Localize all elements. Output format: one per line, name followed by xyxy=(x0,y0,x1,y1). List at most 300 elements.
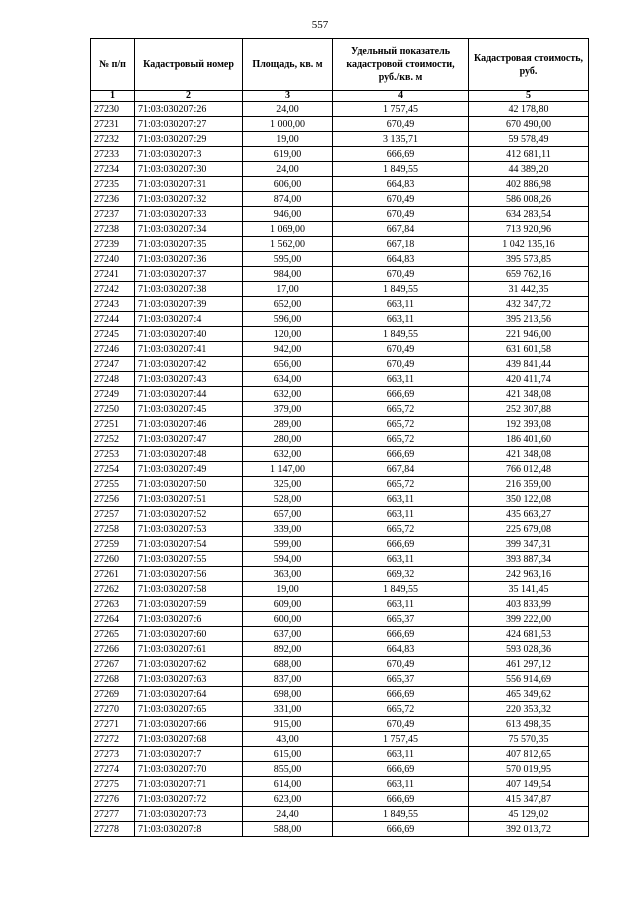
cadastral-cost-cell: 613 498,35 xyxy=(469,717,589,732)
area-cell: 837,00 xyxy=(243,672,333,687)
table-row xyxy=(91,327,589,342)
row-index-cell: 27241 xyxy=(91,267,135,282)
cadastral-cost-cell: 395 573,85 xyxy=(469,252,589,267)
row-index-cell: 27276 xyxy=(91,792,135,807)
cadastral-cost-cell: 412 681,11 xyxy=(469,147,589,162)
header-cadastral-number: Кадастровый номер xyxy=(135,39,243,91)
unit-cost-cell: 663,11 xyxy=(333,552,469,567)
table-row xyxy=(91,687,589,702)
unit-cost-cell: 670,49 xyxy=(333,267,469,282)
cadastre-table xyxy=(90,38,589,837)
cadastral-number-cell: 71:03:030207:32 xyxy=(135,192,243,207)
cadastral-number-cell: 71:03:030207:41 xyxy=(135,342,243,357)
unit-cost-cell: 670,49 xyxy=(333,657,469,672)
unit-cost-cell: 665,37 xyxy=(333,672,469,687)
cadastral-number-cell: 71:03:030207:55 xyxy=(135,552,243,567)
cadastral-cost-cell: 424 681,53 xyxy=(469,627,589,642)
row-index-cell: 27237 xyxy=(91,207,135,222)
unit-cost-cell: 1 849,55 xyxy=(333,282,469,297)
unit-cost-cell: 1 757,45 xyxy=(333,102,469,117)
cadastral-number-cell: 71:03:030207:45 xyxy=(135,402,243,417)
table-row xyxy=(91,177,589,192)
unit-cost-cell: 664,83 xyxy=(333,252,469,267)
cadastral-cost-cell: 593 028,36 xyxy=(469,642,589,657)
cadastral-number-cell: 71:03:030207:27 xyxy=(135,117,243,132)
unit-cost-cell: 3 135,71 xyxy=(333,132,469,147)
area-cell: 24,00 xyxy=(243,162,333,177)
row-index-cell: 27261 xyxy=(91,567,135,582)
cadastral-number-cell: 71:03:030207:59 xyxy=(135,597,243,612)
row-index-cell: 27230 xyxy=(91,102,135,117)
table-row xyxy=(91,597,589,612)
table-row xyxy=(91,372,589,387)
area-cell: 24,40 xyxy=(243,807,333,822)
cadastral-cost-cell: 35 141,45 xyxy=(469,582,589,597)
cadastral-number-cell: 71:03:030207:42 xyxy=(135,357,243,372)
area-cell: 623,00 xyxy=(243,792,333,807)
cadastral-number-cell: 71:03:030207:26 xyxy=(135,102,243,117)
unit-cost-cell: 667,18 xyxy=(333,237,469,252)
unit-cost-cell: 667,84 xyxy=(333,462,469,477)
table-row xyxy=(91,567,589,582)
cadastral-cost-cell: 439 841,44 xyxy=(469,357,589,372)
row-index-cell: 27278 xyxy=(91,822,135,837)
area-cell: 43,00 xyxy=(243,732,333,747)
unit-cost-cell: 665,72 xyxy=(333,702,469,717)
cadastral-cost-cell: 634 283,54 xyxy=(469,207,589,222)
row-index-cell: 27266 xyxy=(91,642,135,657)
area-cell: 17,00 xyxy=(243,282,333,297)
table-row xyxy=(91,777,589,792)
cadastral-number-cell: 71:03:030207:7 xyxy=(135,747,243,762)
table-body xyxy=(91,102,589,837)
cadastral-number-cell: 71:03:030207:56 xyxy=(135,567,243,582)
area-cell: 606,00 xyxy=(243,177,333,192)
table-row xyxy=(91,432,589,447)
cadastral-cost-cell: 421 348,08 xyxy=(469,447,589,462)
table-row xyxy=(91,522,589,537)
cadastral-number-cell: 71:03:030207:64 xyxy=(135,687,243,702)
row-index-cell: 27248 xyxy=(91,372,135,387)
row-index-cell: 27269 xyxy=(91,687,135,702)
area-cell: 637,00 xyxy=(243,627,333,642)
unit-cost-cell: 666,69 xyxy=(333,687,469,702)
row-index-cell: 27236 xyxy=(91,192,135,207)
area-cell: 1 000,00 xyxy=(243,117,333,132)
table-row xyxy=(91,582,589,597)
area-cell: 19,00 xyxy=(243,132,333,147)
table-row xyxy=(91,237,589,252)
unit-cost-cell: 1 849,55 xyxy=(333,327,469,342)
page-number: 557 xyxy=(311,19,329,31)
column-number: 4 xyxy=(333,91,469,102)
cadastral-number-cell: 71:03:030207:44 xyxy=(135,387,243,402)
unit-cost-cell: 670,49 xyxy=(333,207,469,222)
row-index-cell: 27274 xyxy=(91,762,135,777)
unit-cost-cell: 665,37 xyxy=(333,612,469,627)
header-index: № п/п xyxy=(91,39,135,91)
area-cell: 915,00 xyxy=(243,717,333,732)
cadastral-cost-cell: 75 570,35 xyxy=(469,732,589,747)
row-index-cell: 27231 xyxy=(91,117,135,132)
area-cell: 632,00 xyxy=(243,387,333,402)
area-cell: 942,00 xyxy=(243,342,333,357)
row-index-cell: 27267 xyxy=(91,657,135,672)
cadastral-cost-cell: 395 213,56 xyxy=(469,312,589,327)
row-index-cell: 27265 xyxy=(91,627,135,642)
area-cell: 120,00 xyxy=(243,327,333,342)
area-cell: 619,00 xyxy=(243,147,333,162)
row-index-cell: 27239 xyxy=(91,237,135,252)
area-cell: 652,00 xyxy=(243,297,333,312)
cadastral-number-cell: 71:03:030207:30 xyxy=(135,162,243,177)
row-index-cell: 27258 xyxy=(91,522,135,537)
row-index-cell: 27244 xyxy=(91,312,135,327)
row-index-cell: 27238 xyxy=(91,222,135,237)
row-index-cell: 27256 xyxy=(91,492,135,507)
cadastral-cost-cell: 220 353,32 xyxy=(469,702,589,717)
unit-cost-cell: 663,11 xyxy=(333,747,469,762)
header-cadastral-cost: Кадастровая стоимость, руб. xyxy=(469,39,589,91)
area-cell: 634,00 xyxy=(243,372,333,387)
area-cell: 984,00 xyxy=(243,267,333,282)
unit-cost-cell: 1 849,55 xyxy=(333,162,469,177)
row-index-cell: 27268 xyxy=(91,672,135,687)
cadastral-number-cell: 71:03:030207:38 xyxy=(135,282,243,297)
cadastral-number-cell: 71:03:030207:31 xyxy=(135,177,243,192)
cadastral-number-cell: 71:03:030207:52 xyxy=(135,507,243,522)
row-index-cell: 27250 xyxy=(91,402,135,417)
row-index-cell: 27264 xyxy=(91,612,135,627)
cadastral-cost-cell: 44 389,20 xyxy=(469,162,589,177)
area-cell: 588,00 xyxy=(243,822,333,837)
cadastral-cost-cell: 631 601,58 xyxy=(469,342,589,357)
column-number: 5 xyxy=(469,91,589,102)
unit-cost-cell: 666,69 xyxy=(333,792,469,807)
table-row xyxy=(91,627,589,642)
area-cell: 19,00 xyxy=(243,582,333,597)
table-row xyxy=(91,807,589,822)
row-index-cell: 27270 xyxy=(91,702,135,717)
table-row xyxy=(91,702,589,717)
table-row xyxy=(91,417,589,432)
area-cell: 325,00 xyxy=(243,477,333,492)
table-row xyxy=(91,297,589,312)
cadastral-number-cell: 71:03:030207:6 xyxy=(135,612,243,627)
unit-cost-cell: 670,49 xyxy=(333,357,469,372)
cadastral-number-cell: 71:03:030207:37 xyxy=(135,267,243,282)
table-row xyxy=(91,132,589,147)
cadastral-cost-cell: 403 833,99 xyxy=(469,597,589,612)
cadastral-cost-cell: 659 762,16 xyxy=(469,267,589,282)
cadastral-number-cell: 71:03:030207:36 xyxy=(135,252,243,267)
cadastral-number-cell: 71:03:030207:62 xyxy=(135,657,243,672)
row-index-cell: 27242 xyxy=(91,282,135,297)
area-cell: 331,00 xyxy=(243,702,333,717)
cadastral-number-cell: 71:03:030207:34 xyxy=(135,222,243,237)
cadastral-cost-cell: 393 887,34 xyxy=(469,552,589,567)
table-row xyxy=(91,822,589,837)
unit-cost-cell: 666,69 xyxy=(333,627,469,642)
row-index-cell: 27253 xyxy=(91,447,135,462)
row-index-cell: 27233 xyxy=(91,147,135,162)
area-cell: 1 069,00 xyxy=(243,222,333,237)
cadastral-number-cell: 71:03:030207:51 xyxy=(135,492,243,507)
cadastral-cost-cell: 407 149,54 xyxy=(469,777,589,792)
table-row xyxy=(91,462,589,477)
cadastral-cost-cell: 1 042 135,16 xyxy=(469,237,589,252)
row-index-cell: 27275 xyxy=(91,777,135,792)
row-index-cell: 27243 xyxy=(91,297,135,312)
cadastral-number-cell: 71:03:030207:66 xyxy=(135,717,243,732)
cadastral-cost-cell: 221 946,00 xyxy=(469,327,589,342)
unit-cost-cell: 670,49 xyxy=(333,117,469,132)
unit-cost-cell: 670,49 xyxy=(333,717,469,732)
area-cell: 615,00 xyxy=(243,747,333,762)
cadastral-number-cell: 71:03:030207:3 xyxy=(135,147,243,162)
area-cell: 379,00 xyxy=(243,402,333,417)
cadastral-number-cell: 71:03:030207:53 xyxy=(135,522,243,537)
area-cell: 698,00 xyxy=(243,687,333,702)
cadastral-cost-cell: 31 442,35 xyxy=(469,282,589,297)
area-cell: 632,00 xyxy=(243,447,333,462)
row-index-cell: 27262 xyxy=(91,582,135,597)
table-row xyxy=(91,762,589,777)
cadastral-number-cell: 71:03:030207:29 xyxy=(135,132,243,147)
cadastral-number-cell: 71:03:030207:47 xyxy=(135,432,243,447)
cadastral-number-cell: 71:03:030207:54 xyxy=(135,537,243,552)
row-index-cell: 27257 xyxy=(91,507,135,522)
table-row xyxy=(91,447,589,462)
unit-cost-cell: 1 757,45 xyxy=(333,732,469,747)
column-number: 2 xyxy=(135,91,243,102)
unit-cost-cell: 665,72 xyxy=(333,432,469,447)
cadastral-number-cell: 71:03:030207:70 xyxy=(135,762,243,777)
table-row xyxy=(91,792,589,807)
row-index-cell: 27251 xyxy=(91,417,135,432)
area-cell: 594,00 xyxy=(243,552,333,567)
cadastral-number-cell: 71:03:030207:49 xyxy=(135,462,243,477)
table-row xyxy=(91,657,589,672)
table-row xyxy=(91,357,589,372)
cadastral-number-cell: 71:03:030207:8 xyxy=(135,822,243,837)
row-index-cell: 27246 xyxy=(91,342,135,357)
row-index-cell: 27232 xyxy=(91,132,135,147)
unit-cost-cell: 663,11 xyxy=(333,312,469,327)
area-cell: 599,00 xyxy=(243,537,333,552)
row-index-cell: 27252 xyxy=(91,432,135,447)
row-index-cell: 27259 xyxy=(91,537,135,552)
area-cell: 289,00 xyxy=(243,417,333,432)
unit-cost-cell: 1 849,55 xyxy=(333,582,469,597)
area-cell: 657,00 xyxy=(243,507,333,522)
cadastral-number-cell: 71:03:030207:65 xyxy=(135,702,243,717)
cadastral-number-cell: 71:03:030207:4 xyxy=(135,312,243,327)
unit-cost-cell: 666,69 xyxy=(333,147,469,162)
table-row xyxy=(91,192,589,207)
cadastral-cost-cell: 421 348,08 xyxy=(469,387,589,402)
area-cell: 600,00 xyxy=(243,612,333,627)
row-index-cell: 27235 xyxy=(91,177,135,192)
row-index-cell: 27260 xyxy=(91,552,135,567)
cadastral-cost-cell: 186 401,60 xyxy=(469,432,589,447)
cadastral-number-cell: 71:03:030207:43 xyxy=(135,372,243,387)
unit-cost-cell: 663,11 xyxy=(333,492,469,507)
table-row xyxy=(91,717,589,732)
column-number-row xyxy=(91,91,589,102)
row-index-cell: 27255 xyxy=(91,477,135,492)
header-row xyxy=(91,39,589,91)
cadastral-cost-cell: 45 129,02 xyxy=(469,807,589,822)
table-row xyxy=(91,642,589,657)
unit-cost-cell: 664,83 xyxy=(333,642,469,657)
unit-cost-cell: 665,72 xyxy=(333,402,469,417)
unit-cost-cell: 666,69 xyxy=(333,537,469,552)
unit-cost-cell: 663,11 xyxy=(333,777,469,792)
unit-cost-cell: 665,72 xyxy=(333,477,469,492)
table-row xyxy=(91,252,589,267)
table-row xyxy=(91,507,589,522)
area-cell: 1 147,00 xyxy=(243,462,333,477)
unit-cost-cell: 665,72 xyxy=(333,522,469,537)
cadastral-cost-cell: 570 019,95 xyxy=(469,762,589,777)
unit-cost-cell: 666,69 xyxy=(333,447,469,462)
unit-cost-cell: 1 849,55 xyxy=(333,807,469,822)
area-cell: 528,00 xyxy=(243,492,333,507)
unit-cost-cell: 666,69 xyxy=(333,387,469,402)
row-index-cell: 27240 xyxy=(91,252,135,267)
cadastral-number-cell: 71:03:030207:50 xyxy=(135,477,243,492)
cadastral-number-cell: 71:03:030207:63 xyxy=(135,672,243,687)
cadastral-cost-cell: 216 359,00 xyxy=(469,477,589,492)
area-cell: 24,00 xyxy=(243,102,333,117)
cadastral-number-cell: 71:03:030207:40 xyxy=(135,327,243,342)
cadastral-cost-cell: 350 122,08 xyxy=(469,492,589,507)
row-index-cell: 27277 xyxy=(91,807,135,822)
table-row xyxy=(91,387,589,402)
table-row xyxy=(91,477,589,492)
row-index-cell: 27271 xyxy=(91,717,135,732)
cadastral-number-cell: 71:03:030207:73 xyxy=(135,807,243,822)
cadastral-cost-cell: 399 222,00 xyxy=(469,612,589,627)
unit-cost-cell: 663,11 xyxy=(333,372,469,387)
unit-cost-cell: 665,72 xyxy=(333,417,469,432)
table-row xyxy=(91,492,589,507)
cadastral-cost-cell: 713 920,96 xyxy=(469,222,589,237)
cadastral-cost-cell: 465 349,62 xyxy=(469,687,589,702)
column-number: 1 xyxy=(91,91,135,102)
table-row xyxy=(91,117,589,132)
cadastral-cost-cell: 670 490,00 xyxy=(469,117,589,132)
row-index-cell: 27263 xyxy=(91,597,135,612)
area-cell: 614,00 xyxy=(243,777,333,792)
row-index-cell: 27254 xyxy=(91,462,135,477)
cadastral-number-cell: 71:03:030207:58 xyxy=(135,582,243,597)
row-index-cell: 27247 xyxy=(91,357,135,372)
column-number: 3 xyxy=(243,91,333,102)
unit-cost-cell: 669,32 xyxy=(333,567,469,582)
table-row xyxy=(91,102,589,117)
cadastral-cost-cell: 399 347,31 xyxy=(469,537,589,552)
cadastral-cost-cell: 586 008,26 xyxy=(469,192,589,207)
cadastral-number-cell: 71:03:030207:33 xyxy=(135,207,243,222)
unit-cost-cell: 664,83 xyxy=(333,177,469,192)
table-row xyxy=(91,162,589,177)
cadastral-cost-cell: 59 578,49 xyxy=(469,132,589,147)
table-row xyxy=(91,747,589,762)
cadastral-number-cell: 71:03:030207:35 xyxy=(135,237,243,252)
unit-cost-cell: 663,11 xyxy=(333,597,469,612)
cadastral-number-cell: 71:03:030207:39 xyxy=(135,297,243,312)
area-cell: 609,00 xyxy=(243,597,333,612)
unit-cost-cell: 670,49 xyxy=(333,192,469,207)
area-cell: 688,00 xyxy=(243,657,333,672)
cadastral-cost-cell: 432 347,72 xyxy=(469,297,589,312)
area-cell: 339,00 xyxy=(243,522,333,537)
cadastral-number-cell: 71:03:030207:61 xyxy=(135,642,243,657)
header-unit-cost: Удельный показатель кадастровой стоимости, руб./кв. м xyxy=(333,39,469,91)
table-row xyxy=(91,732,589,747)
unit-cost-cell: 666,69 xyxy=(333,762,469,777)
area-cell: 280,00 xyxy=(243,432,333,447)
area-cell: 596,00 xyxy=(243,312,333,327)
table-row xyxy=(91,312,589,327)
cadastral-cost-cell: 192 393,08 xyxy=(469,417,589,432)
cadastral-cost-cell: 392 013,72 xyxy=(469,822,589,837)
cadastral-cost-cell: 242 963,16 xyxy=(469,567,589,582)
table-row xyxy=(91,147,589,162)
cadastral-cost-cell: 252 307,88 xyxy=(469,402,589,417)
cadastral-number-cell: 71:03:030207:72 xyxy=(135,792,243,807)
table-row xyxy=(91,222,589,237)
header-area: Площадь, кв. м xyxy=(243,39,333,91)
cadastral-number-cell: 71:03:030207:46 xyxy=(135,417,243,432)
cadastral-cost-cell: 766 012,48 xyxy=(469,462,589,477)
cadastral-cost-cell: 435 663,27 xyxy=(469,507,589,522)
unit-cost-cell: 663,11 xyxy=(333,297,469,312)
cadastral-cost-cell: 420 411,74 xyxy=(469,372,589,387)
cadastral-cost-cell: 556 914,69 xyxy=(469,672,589,687)
cadastral-cost-cell: 407 812,65 xyxy=(469,747,589,762)
cadastral-cost-cell: 415 347,87 xyxy=(469,792,589,807)
unit-cost-cell: 666,69 xyxy=(333,822,469,837)
cadastral-number-cell: 71:03:030207:60 xyxy=(135,627,243,642)
table-row xyxy=(91,342,589,357)
area-cell: 874,00 xyxy=(243,192,333,207)
cadastral-number-cell: 71:03:030207:68 xyxy=(135,732,243,747)
table-row xyxy=(91,282,589,297)
area-cell: 855,00 xyxy=(243,762,333,777)
area-cell: 595,00 xyxy=(243,252,333,267)
row-index-cell: 27272 xyxy=(91,732,135,747)
table-row xyxy=(91,672,589,687)
table-row xyxy=(91,207,589,222)
area-cell: 1 562,00 xyxy=(243,237,333,252)
cadastral-cost-cell: 42 178,80 xyxy=(469,102,589,117)
table-row xyxy=(91,612,589,627)
table-row xyxy=(91,267,589,282)
table-row xyxy=(91,402,589,417)
cadastral-cost-cell: 225 679,08 xyxy=(469,522,589,537)
row-index-cell: 27234 xyxy=(91,162,135,177)
row-index-cell: 27245 xyxy=(91,327,135,342)
area-cell: 656,00 xyxy=(243,357,333,372)
area-cell: 946,00 xyxy=(243,207,333,222)
row-index-cell: 27273 xyxy=(91,747,135,762)
cadastral-number-cell: 71:03:030207:48 xyxy=(135,447,243,462)
cadastral-cost-cell: 402 886,98 xyxy=(469,177,589,192)
unit-cost-cell: 663,11 xyxy=(333,507,469,522)
